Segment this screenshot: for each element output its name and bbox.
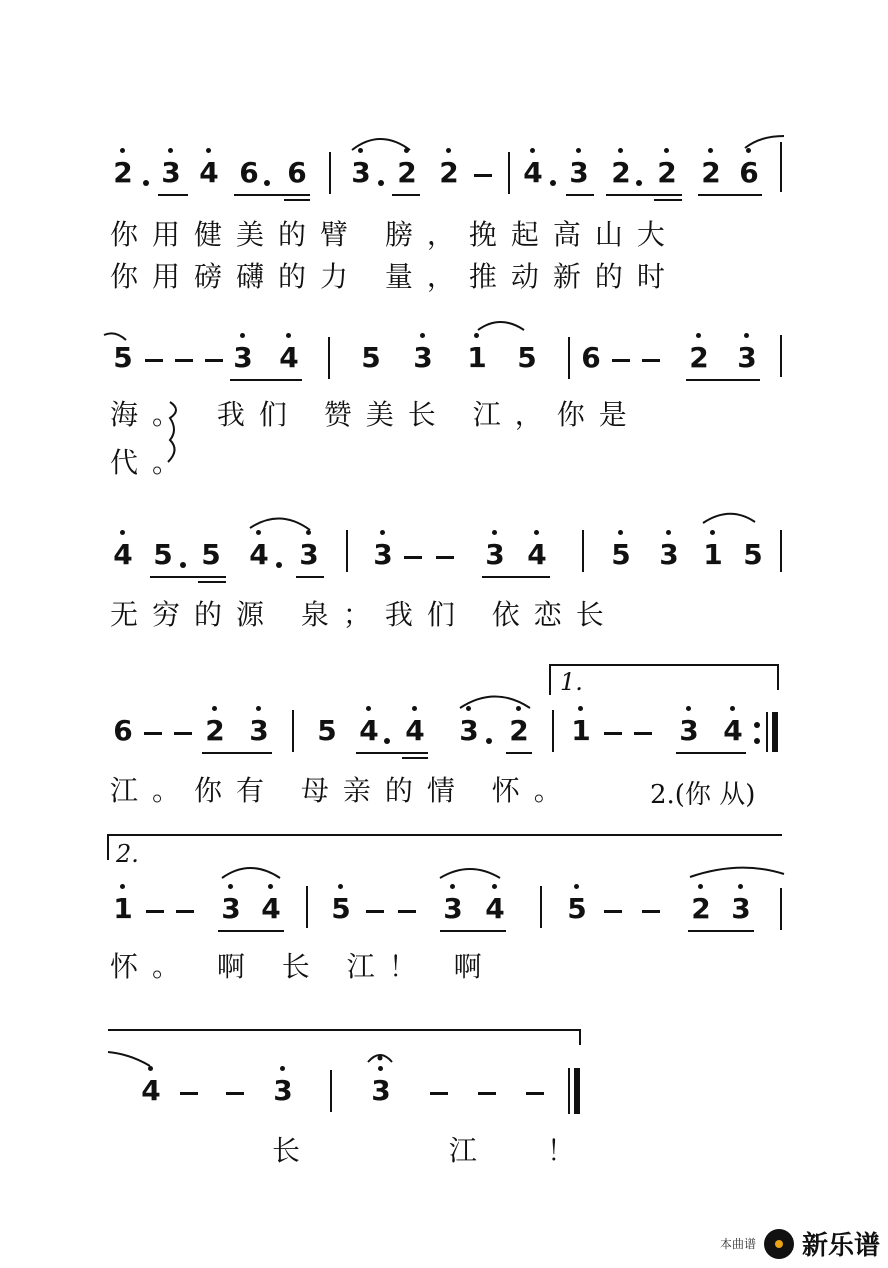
octave-dot: [380, 530, 385, 535]
octave-dot: [530, 148, 535, 153]
source-label: 本曲谱: [719, 1237, 756, 1251]
brand-logo: 新乐谱: [801, 1231, 880, 1261]
barline: [780, 142, 782, 192]
note: 3: [678, 716, 700, 746]
note: 4: [260, 894, 282, 924]
augmentation-dot: [636, 180, 642, 186]
note: 3: [160, 158, 182, 188]
lyrics-verse-1: 海。 我们 赞美长 江，你是: [110, 398, 641, 431]
note: 3: [370, 1076, 392, 1106]
note: 3: [248, 716, 270, 746]
octave-dot: [120, 884, 125, 889]
beam-underline: [356, 752, 428, 754]
octave-dot: [744, 333, 749, 338]
note: 1: [702, 540, 724, 570]
barline: [508, 152, 510, 194]
dash: [174, 732, 192, 735]
octave-dot: [306, 530, 311, 535]
lyrics: 长 江！: [272, 1134, 645, 1167]
octave-dot: [710, 530, 715, 535]
octave-dot: [574, 884, 579, 889]
barline: [780, 888, 782, 930]
dash: [146, 910, 164, 913]
augmentation-dot: [143, 180, 149, 186]
volta-label: 1.: [560, 668, 583, 696]
beam-underline: [198, 581, 226, 583]
lyrics-verse-2: 代。: [110, 446, 195, 479]
note: 3: [736, 343, 758, 373]
note: 2: [690, 894, 712, 924]
dash: [430, 1092, 448, 1095]
octave-dot: [686, 706, 691, 711]
dash: [436, 556, 454, 559]
octave-dot: [664, 148, 669, 153]
beam-underline: [686, 379, 760, 381]
note: 3: [298, 540, 320, 570]
octave-dot: [420, 333, 425, 338]
beam-underline: [150, 576, 226, 578]
dash: [398, 910, 416, 913]
augmentation-dot: [264, 180, 270, 186]
beam-underline: [402, 757, 428, 759]
record-disc-icon: [764, 1229, 794, 1259]
note: 4: [522, 158, 544, 188]
beam-underline: [482, 576, 550, 578]
octave-dot: [746, 148, 751, 153]
note: 3: [442, 894, 464, 924]
note: 2: [700, 158, 722, 188]
octave-dot: [256, 706, 261, 711]
dash: [144, 732, 162, 735]
augmentation-dot: [180, 562, 186, 568]
barline: [568, 337, 570, 379]
note: 4: [526, 540, 548, 570]
note: 5: [743, 538, 763, 571]
octave-dot: [618, 148, 623, 153]
octave-dot: [534, 530, 539, 535]
octave-dot: [212, 706, 217, 711]
barline: [329, 152, 331, 194]
beam-underline: [158, 194, 188, 196]
beam-underline: [688, 930, 754, 932]
barline: [306, 886, 308, 928]
augmentation-dot: [276, 562, 282, 568]
octave-dot: [516, 706, 521, 711]
octave-dot: [268, 884, 273, 889]
note: 2: [438, 158, 460, 188]
note: 4: [248, 540, 270, 570]
octave-dot: [412, 706, 417, 711]
barline: [552, 710, 554, 752]
note: 3: [220, 894, 242, 924]
octave-dot: [696, 333, 701, 338]
final-barline: [574, 1068, 580, 1114]
note: 1: [570, 716, 592, 746]
dash: [404, 556, 422, 559]
note: 5: [517, 341, 537, 374]
barline: [582, 530, 584, 572]
note: 4: [358, 716, 380, 746]
augmentation-dot: [550, 180, 556, 186]
beam-underline: [202, 752, 272, 754]
barline: [568, 1068, 570, 1114]
octave-dot: [378, 1066, 383, 1071]
octave-dot: [286, 333, 291, 338]
lyrics: 无穷的源 泉；我们 依恋长: [110, 598, 618, 631]
augmentation-dot: [486, 738, 492, 744]
octave-dot: [120, 530, 125, 535]
note: 4: [112, 540, 134, 570]
barline: [780, 530, 782, 572]
beam-underline: [392, 194, 420, 196]
note: 5: [153, 538, 173, 571]
beam-underline: [506, 752, 532, 754]
note: 1: [466, 343, 488, 373]
octave-dot: [698, 884, 703, 889]
octave-dot: [338, 884, 343, 889]
note: 2: [204, 716, 226, 746]
volta-label: 2.: [116, 840, 139, 868]
repeat-end-barline: [772, 712, 778, 752]
dash: [478, 1092, 496, 1095]
note: 3: [730, 894, 752, 924]
octave-dot: [280, 1066, 285, 1071]
dash: [226, 1092, 244, 1095]
footer-watermark: [720, 1225, 880, 1262]
note: 2: [656, 158, 678, 188]
octave-dot: [738, 884, 743, 889]
note: 3: [568, 158, 590, 188]
note: 2: [688, 343, 710, 373]
augmentation-dot: [384, 738, 390, 744]
octave-dot: [578, 706, 583, 711]
note: 4: [140, 1076, 162, 1106]
note: 3: [412, 343, 434, 373]
second-verse-cue: 2.(你 从): [650, 780, 756, 810]
dash: [176, 910, 194, 913]
beam-underline: [284, 199, 310, 201]
note: 4: [198, 158, 220, 188]
note: 5: [330, 894, 352, 924]
note: 1: [112, 894, 134, 924]
beam-underline: [606, 194, 682, 196]
dash: [604, 732, 622, 735]
barline: [328, 337, 330, 379]
octave-dot: [474, 333, 479, 338]
note: 2: [112, 158, 134, 188]
octave-dot: [446, 148, 451, 153]
barline: [780, 335, 782, 377]
octave-dot: [492, 884, 497, 889]
octave-dot: [730, 706, 735, 711]
note: 4: [404, 716, 426, 746]
octave-dot: [256, 530, 261, 535]
octave-dot: [450, 884, 455, 889]
note: 4: [722, 716, 744, 746]
note: 6: [113, 714, 133, 747]
beam-underline: [230, 379, 302, 381]
beam-underline: [440, 930, 506, 932]
dash: [180, 1092, 198, 1095]
note: 4: [484, 894, 506, 924]
beam-underline: [218, 930, 284, 932]
dash: [205, 359, 223, 362]
beam-underline: [296, 576, 324, 578]
dash: [474, 174, 492, 177]
barline: [540, 886, 542, 928]
dash: [642, 359, 660, 362]
note: 4: [278, 343, 300, 373]
octave-dot: [206, 148, 211, 153]
octave-dot: [228, 884, 233, 889]
lyrics-verse-2: 你用磅礴的力 量，推动新的时: [110, 260, 679, 293]
note: 5: [361, 341, 381, 374]
dash: [634, 732, 652, 735]
lyrics: 怀。 啊 长 江！ 啊: [110, 950, 496, 983]
augmentation-dot: [378, 180, 384, 186]
note: 3: [484, 540, 506, 570]
octave-dot: [366, 706, 371, 711]
dash: [175, 359, 193, 362]
lyrics-verse-1: 你用健美的臂 膀，挽起高山大: [110, 218, 679, 251]
barline: [346, 530, 348, 572]
note: 3: [372, 540, 394, 570]
octave-dot: [358, 148, 363, 153]
octave-dot: [618, 530, 623, 535]
beam-underline: [676, 752, 746, 754]
octave-dot: [576, 148, 581, 153]
note: 5: [201, 538, 221, 571]
note: 3: [658, 540, 680, 570]
note: 6: [581, 341, 601, 374]
dash: [642, 910, 660, 913]
note: 5: [566, 894, 588, 924]
note: 3: [350, 158, 372, 188]
augmentation-dot: [754, 722, 760, 728]
octave-dot: [120, 148, 125, 153]
dash: [526, 1092, 544, 1095]
lyrics: 江。你有 母亲的情 怀。: [110, 774, 576, 807]
octave-dot: [148, 1066, 153, 1071]
dash: [604, 910, 622, 913]
note: 5: [317, 714, 337, 747]
note: 6: [239, 156, 259, 189]
octave-dot: [666, 530, 671, 535]
barline: [330, 1070, 332, 1112]
octave-dot: [466, 706, 471, 711]
note: 6: [287, 156, 307, 189]
barline: [292, 710, 294, 752]
octave-dot: [240, 333, 245, 338]
note: 2: [396, 158, 418, 188]
octave-dot: [708, 148, 713, 153]
note: 6: [738, 158, 760, 188]
beam-underline: [234, 194, 310, 196]
octave-dot: [404, 148, 409, 153]
octave-dot: [492, 530, 497, 535]
note: 3: [272, 1076, 294, 1106]
barline: [766, 712, 768, 752]
note: 3: [458, 716, 480, 746]
note: 5: [113, 341, 133, 374]
note: 5: [610, 540, 632, 570]
octave-dot: [168, 148, 173, 153]
beam-underline: [698, 194, 762, 196]
note: 2: [610, 158, 632, 188]
note: 3: [232, 343, 254, 373]
dash: [612, 359, 630, 362]
dash: [366, 910, 384, 913]
augmentation-dot: [754, 738, 760, 744]
note: 2: [508, 716, 530, 746]
dash: [145, 359, 163, 362]
beam-underline: [654, 199, 682, 201]
beam-underline: [566, 194, 594, 196]
